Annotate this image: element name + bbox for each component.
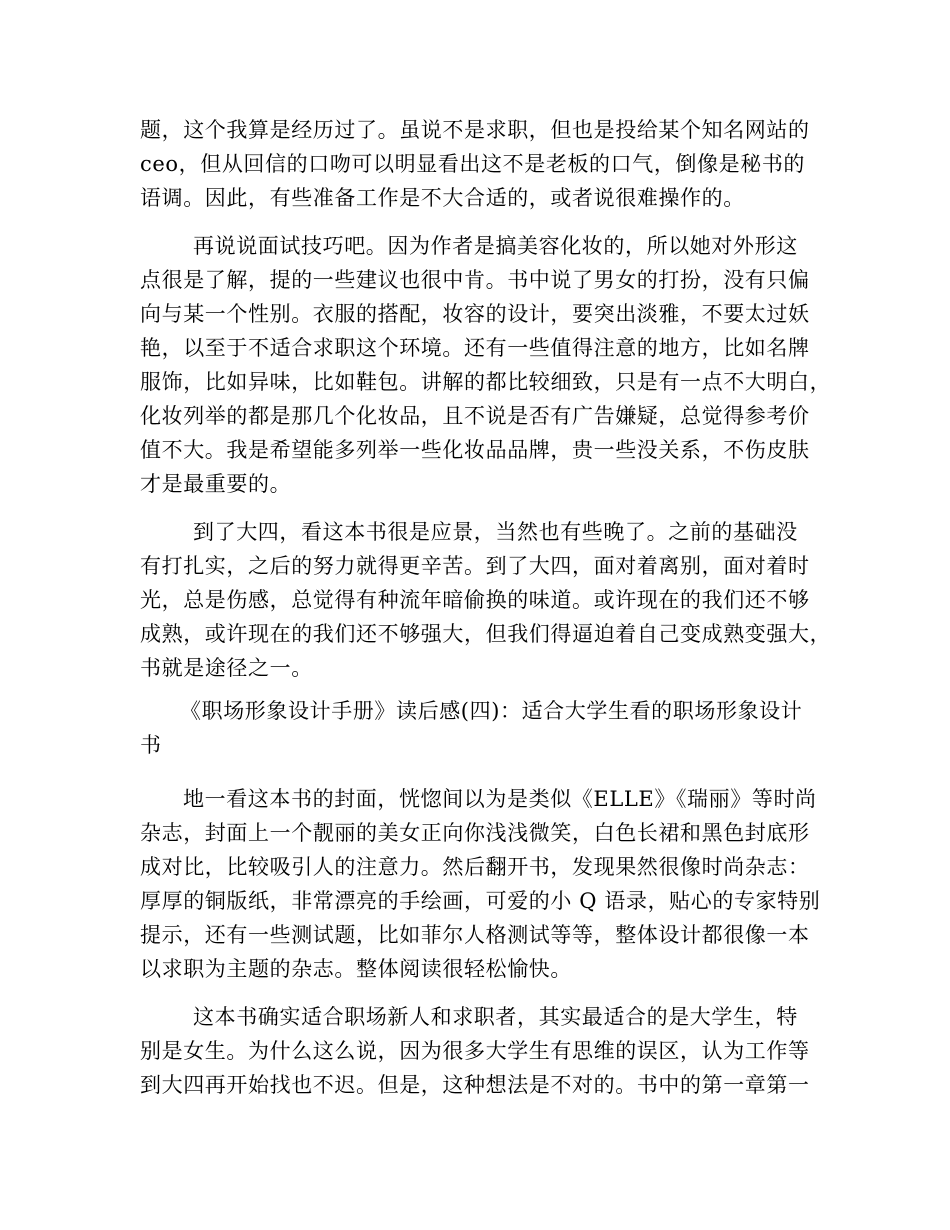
text-line: 语调。因此，有些准备工作是不大合适的，或者说很难操作的。 bbox=[140, 186, 745, 210]
text-line: 再说说面试技巧吧。因为作者是搞美容化妆的，所以她对外形这 bbox=[193, 234, 798, 258]
text-line: 值不大。我是希望能多列举一些化妆品品牌，贵一些没关系，不伤皮肤 bbox=[140, 438, 810, 462]
text-line: 到大四再开始找也不迟。但是，这种想法是不对的。书中的第一章第一 bbox=[140, 1073, 810, 1097]
text-line: 提示，还有一些测试题，比如菲尔人格测试等等，整体设计都很像一本 bbox=[140, 923, 810, 947]
text-line: 地一看这本书的封面，恍惚间以为是类似《ELLE》《瑞丽》等时尚 bbox=[183, 787, 817, 811]
section-heading: 《职场形象设计手册》读后感(四)：适合大学生看的职场形象设计 bbox=[180, 699, 803, 723]
text-line: 艳，以至于不适合求职这个环境。还有一些值得注意的地方，比如名牌 bbox=[140, 336, 810, 360]
text-line: 以求职为主题的杂志。整体阅读很轻松愉快。 bbox=[140, 957, 572, 981]
text-line: 有打扎实，之后的努力就得更辛苦。到了大四，面对着离别，面对着时 bbox=[140, 554, 810, 578]
text-line: 化妆列举的都是那几个化妆品，且不说是否有广告嫌疑，总觉得参考价 bbox=[140, 404, 810, 428]
text-line: 书就是途径之一。 bbox=[140, 656, 313, 680]
text-line: 到了大四，看这本书很是应景，当然也有些晚了。之前的基础没 bbox=[193, 520, 798, 544]
text-line: 这本书确实适合职场新人和求职者，其实最适合的是大学生，特 bbox=[193, 1005, 798, 1029]
text-line: 点很是了解，提的一些建议也很中肯。书中说了男女的打扮，没有只偏 bbox=[140, 268, 810, 292]
text-line: 服饰，比如异味，比如鞋包。讲解的都比较细致，只是有一点不大明白， bbox=[140, 370, 832, 394]
text-line: 成熟，或许现在的我们还不够强大，但我们得逼迫着自己变成熟变强大， bbox=[140, 622, 832, 646]
text-line: 杂志，封面上一个靓丽的美女正向你浅浅微笑，白色长裙和黑色封底形 bbox=[140, 821, 810, 845]
text-line: 厚厚的铜版纸，非常漂亮的手绘画，可爱的小 Q 语录，贴心的专家特别 bbox=[140, 889, 821, 913]
text-line: 别是女生。为什么这么说，因为很多大学生有思维的误区，认为工作等 bbox=[140, 1039, 810, 1063]
text-line: 成对比，比较吸引人的注意力。然后翻开书，发现果然很像时尚杂志： bbox=[140, 855, 810, 879]
text-line: 题，这个我算是经历过了。虽说不是求职，但也是投给某个知名网站的 bbox=[140, 118, 810, 142]
section-heading: 书 bbox=[140, 733, 162, 757]
text-line: 才是最重要的。 bbox=[140, 472, 292, 496]
text-line: 光，总是伤感，总觉得有种流年暗偷换的味道。或许现在的我们还不够 bbox=[140, 588, 810, 612]
text-line: ceo，但从回信的口吻可以明显看出这不是老板的口气，倒像是秘书的 bbox=[140, 152, 806, 176]
text-line: 向与某一个性别。衣服的搭配，妆容的设计，要突出淡雅，不要太过妖 bbox=[140, 302, 810, 326]
